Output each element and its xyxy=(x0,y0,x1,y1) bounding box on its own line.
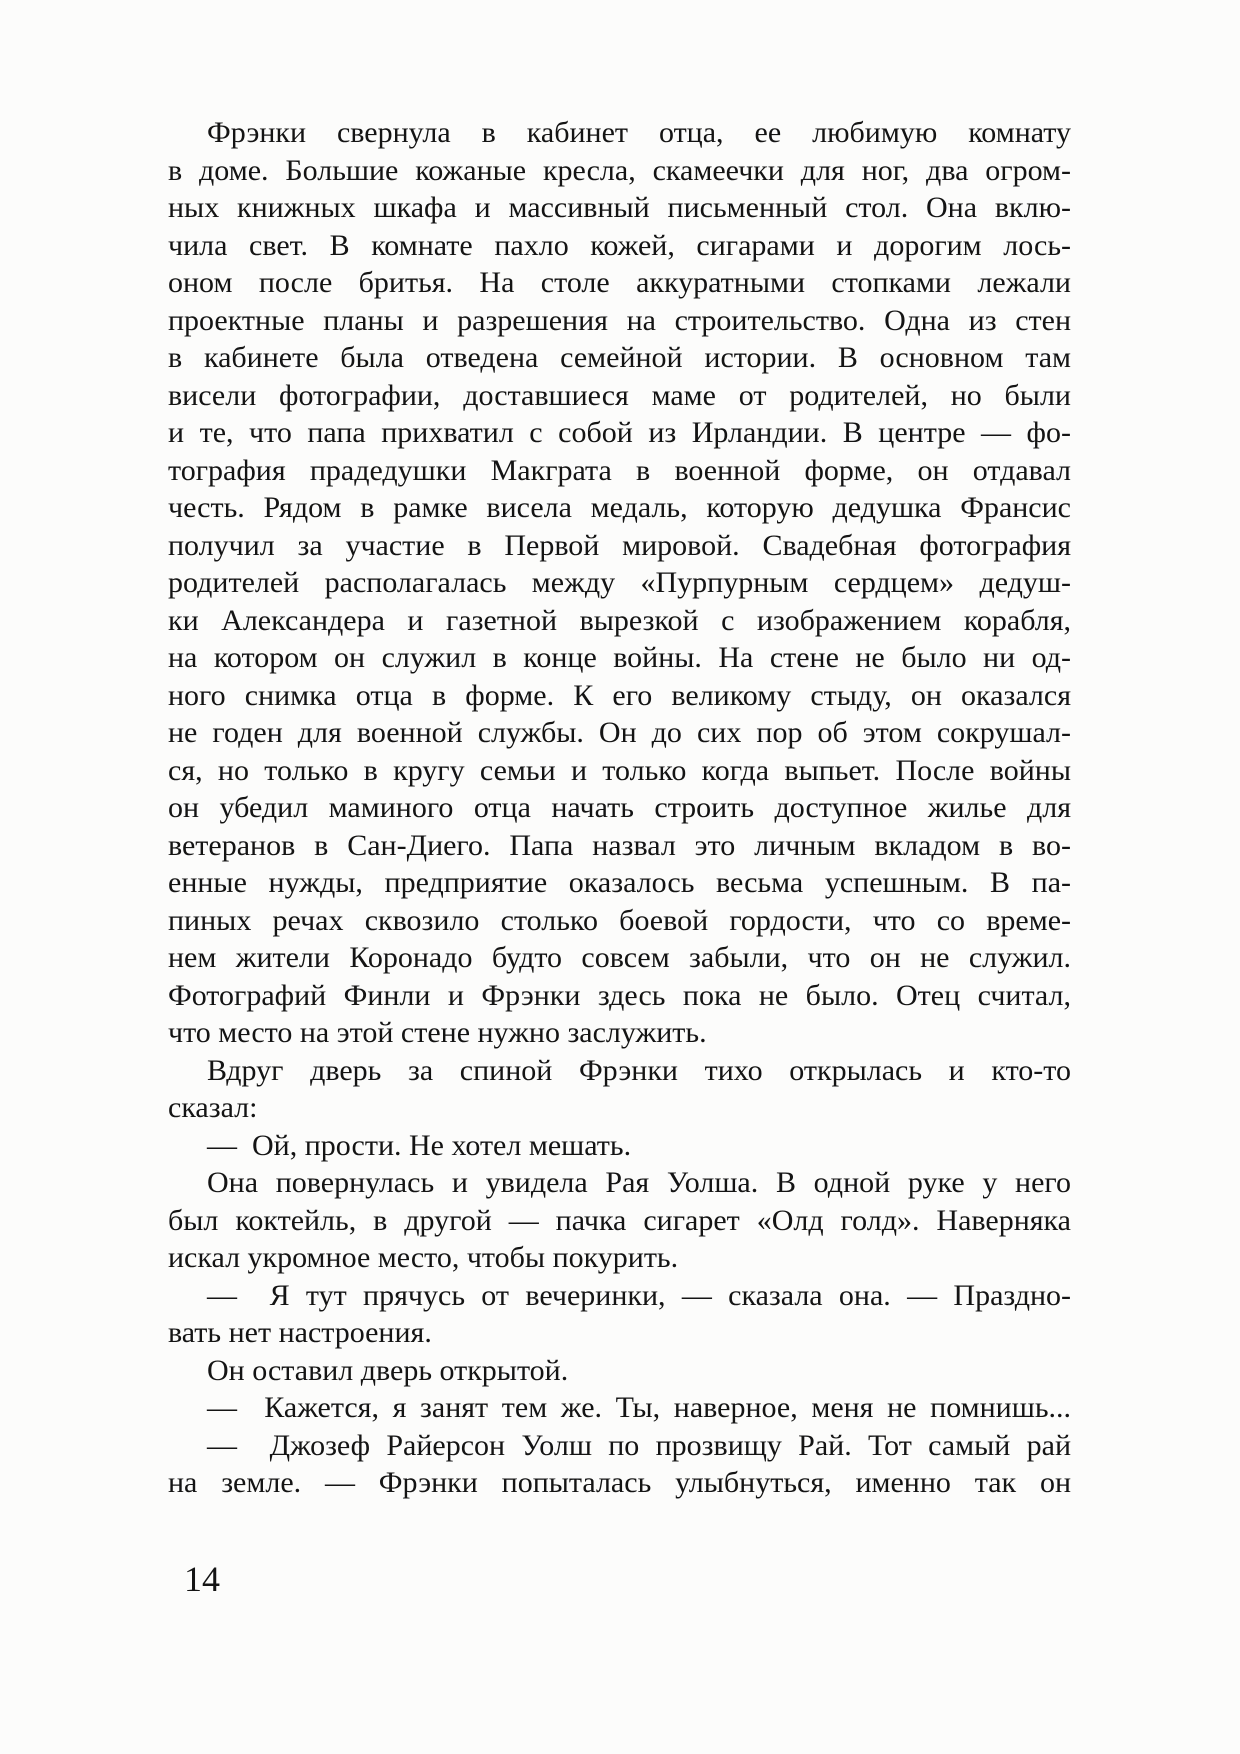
text-line: проектные планы и разрешения на строительство. Одна из стен xyxy=(168,303,1071,337)
text-line: енные нужды, предприятие оказалось весьма успешным. В па- xyxy=(168,866,1071,899)
text-line: ного снимка отца в форме. К его великому стыду, он оказался xyxy=(168,678,1071,712)
text-line: ся, но только в кругу семьи и только когда выпьет. После войны xyxy=(168,753,1071,787)
text-line: сказал: xyxy=(168,1091,258,1124)
text-line: вать нет настроения. xyxy=(168,1316,432,1349)
text-line: — Я тут прячусь от вечеринки, — сказала она. — Праздно- xyxy=(207,1278,1071,1312)
text-line: ки Александера и газетной вырезкой с изображением корабля, xyxy=(168,603,1071,637)
text-line: на земле. — Фрэнки попыталась улыбнуться, именно так он xyxy=(168,1466,1071,1499)
text-line: был коктейль, в другой — пачка сигарет «Олд голд». Наверняка xyxy=(168,1203,1071,1237)
text-line: Фрэнки свернула в кабинет отца, ее любимую комнату xyxy=(207,116,1071,149)
text-line: — Ой, прости. Не хотел мешать. xyxy=(207,1128,632,1162)
text-line: ветеранов в Сан-Диего. Папа назвал это личным вкладом в во- xyxy=(168,828,1071,862)
text-line: в доме. Большие кожаные кресла, скамеечки для ног, два огром- xyxy=(168,153,1071,187)
text-line: Он оставил дверь открытой. xyxy=(207,1353,569,1387)
text-block xyxy=(168,114,1071,1502)
text-line: получил за участие в Первой мировой. Свадебная фотография xyxy=(168,528,1071,562)
text-line: искал укромное место, чтобы покурить. xyxy=(168,1241,679,1274)
text-line: что место на этой стене нужно заслужить. xyxy=(168,1016,707,1049)
text-line: оном после бритья. На столе аккуратными стопками лежали xyxy=(168,266,1071,299)
text-line: Фотографий Финли и Фрэнки здесь пока не было. Отец считал, xyxy=(168,978,1071,1012)
text-line: родителей располагалась между «Пурпурным сердцем» дедуш- xyxy=(168,566,1071,599)
text-line: честь. Рядом в рамке висела медаль, которую дедушка Франсис xyxy=(168,491,1071,524)
text-line: чила свет. В комнате пахло кожей, сигарами и дорогим лось- xyxy=(168,228,1071,262)
text-line: тография прадедушки Макграта в военной форме, он отдавал xyxy=(168,453,1071,487)
text-line: — Кажется, я занят тем же. Ты, наверное, меня не помнишь... xyxy=(207,1391,1071,1424)
text-line: пиных речах сквозило столько боевой гордости, что со време- xyxy=(168,903,1071,937)
text-line: ных книжных шкафа и массивный письменный стол. Она вклю- xyxy=(168,191,1071,224)
text-line: в кабинете была отведена семейной истории. В основном там xyxy=(168,341,1071,374)
text-line: — Джозеф Райерсон Уолш по прозвищу Рай. Тот самый рай xyxy=(207,1428,1071,1462)
text-line: Она повернулась и увидела Рая Уолша. В одной руке у него xyxy=(207,1166,1071,1199)
page-number: 14 xyxy=(184,1559,220,1599)
text-line: на котором он служил в конце войны. На стене не было ни од- xyxy=(168,641,1071,674)
text-line: нем жители Коронадо будто совсем забыли, что он не служил. xyxy=(168,941,1071,974)
text-line: не годен для военной службы. Он до сих пор об этом сокрушал- xyxy=(168,716,1071,749)
text-line: он убедил маминого отца начать строить доступное жилье для xyxy=(168,791,1071,824)
text-line: и те, что папа прихватил с собой из Ирландии. В центре — фо- xyxy=(168,416,1071,449)
text-line: Вдруг дверь за спиной Фрэнки тихо открылась и кто-то xyxy=(207,1053,1071,1087)
text-line: висели фотографии, доставшиеся маме от родителей, но были xyxy=(168,378,1071,412)
